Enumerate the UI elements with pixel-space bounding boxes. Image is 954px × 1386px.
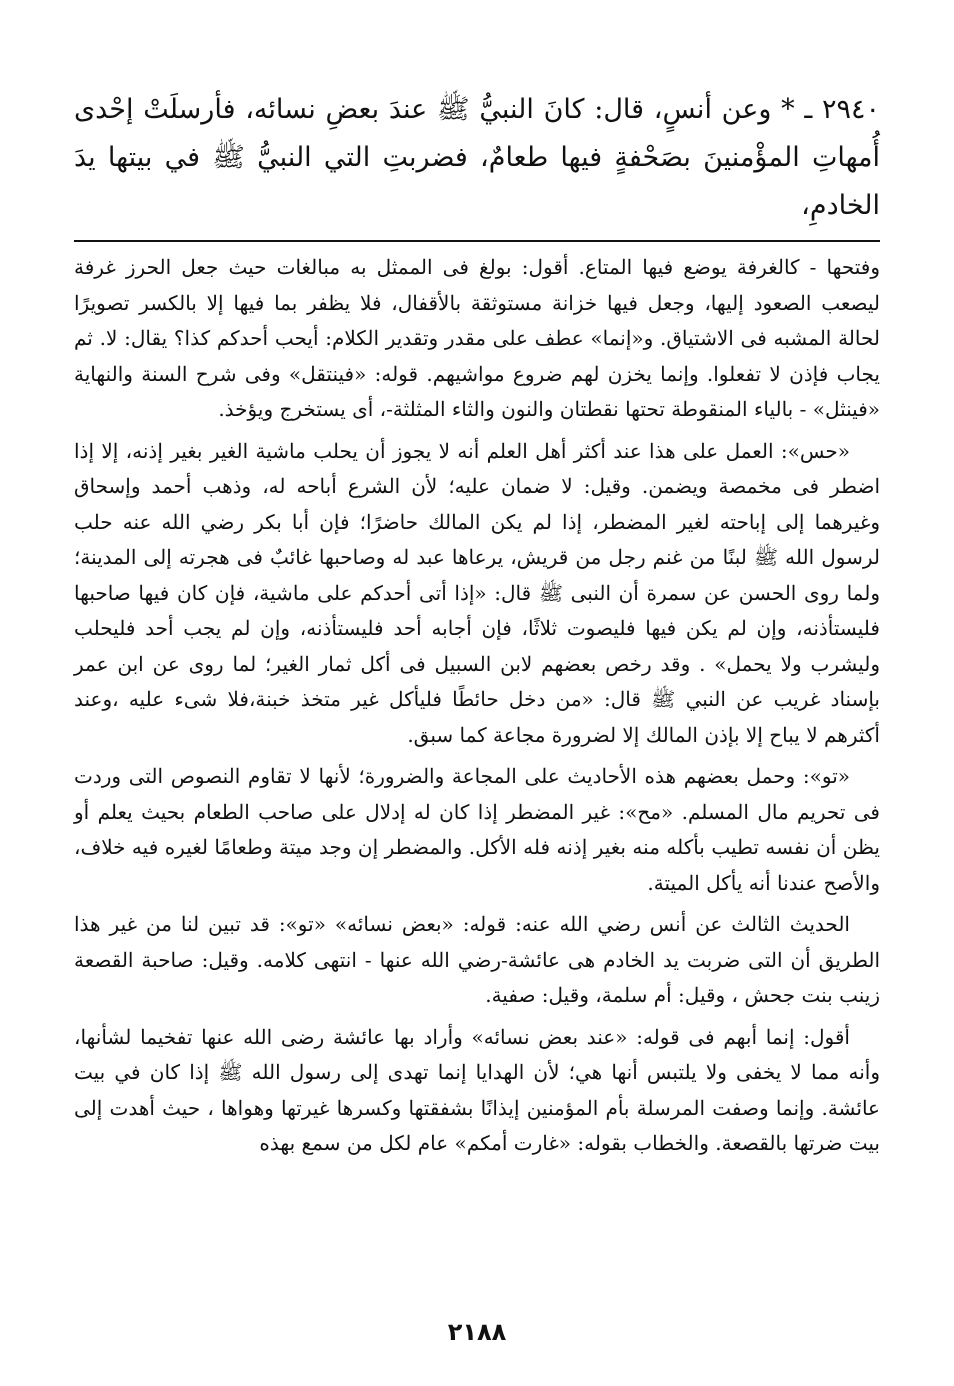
hadith-line-2: أُمهاتِ المؤْمنينَ بصَحْفةٍ فيها طعامٌ، فضربتِ التي النبيُّ ﷺ في بيتها يدَ الخادمِ، [74,142,880,221]
commentary [74,250,880,1162]
commentary-paragraph-3-text: «تو»: وحمل بعضهم هذه الأحاديث على المجاعة والضرورة؛ لأنها لا تقاوم النصوص التى وردت فى تحريم مال المسلم. «مح»: غير المضطر إذا كان له إدلال على صاحب الطعام بحيث يعلم أو يظن أن نفسه تطيب بأكله منه بغير إذنه فله الأكل. والمضطر إن وجد ميتة وطعامًا لغيره فيه خلاف، والأصح عندنا أنه يأكل الميتة. [74,764,880,895]
commentary-paragraph-5 [74,1020,880,1162]
page-body [74,86,880,1168]
commentary-paragraph-1 [74,250,880,428]
commentary-paragraph-2 [74,434,880,754]
hadith-line-1: ٢٩٤٠ ـ * وعن أنسٍ، قال: كانَ النبيُّ ﷺ عندَ بعضِ نسائه، فأرسلَتْ إحْدى [74,94,880,125]
separator-rule [74,240,880,242]
commentary-paragraph-1-text: وفتحها - كالغرفة يوضع فيها المتاع. أقول: بولغ فى الممثل به مبالغات حيث جعل الحرز غرفة ليصعب الصعود إليها، وجعل فيها خزانة مستوثقة بالأقفال، فلا يظفر بما فيها إلا بالكسر تصويرًا لحالة المشبه فى الاشتياق. و«إنما» عطف على مقدر وتقدير الكلام: أيحب أحدكم كذا؟ يقال: لا. ثم يجاب فإذن لا تفعلوا. وإنما يخزن لهم ضروع مواشيهم. قوله: «فينتقل» وفى شرح السنة والنهاية «فينثل» - بالياء المنقوطة تحتها نقطتان والنون والثاء المثلثة-، أى يستخرج ويؤخذ. [74,255,881,421]
commentary-paragraph-2-text: «حس»: العمل على هذا عند أكثر أهل العلم أنه لا يجوز أن يحلب ماشية الغير بغير إذنه، إلا إذا اضطر فى مخمصة ويضمن. وقيل: لا ضمان عليه؛ لأن الشرع أباحه له، وذهب أحمد وإسحاق وغيرهما إلى إباحته لغير المضطر، إذا لم يكن المالك حاضرًا؛ فإن أبا بكر رضي الله عنه حلب لرسول الله ﷺ لبنًا من غنم رجل من قريش، يرعاها عبد له وصاحبها غائبٌ فى هجرته إلى المدينة؛ ولما روى الحسن عن سمرة أن النبى ﷺ قال: «إذا أتى أحدكم على ماشية، فإن كان فيها صاحبها فليستأذنه، وإن لم يكن فيها فليصوت ثلاثًا، فإن أجابه أحد فليستأذنه، وإن لم يجب أحد فليحلب وليشرب ولا يحمل» . وقد رخص بعضهم لابن السبيل فى أكل ثمار الغير؛ لما روى عن ابن عمر بإسناد غريب عن النبي ﷺ قال: «من دخل حائطًا فليأكل غير متخذ خبنة،فلا شىء عليه ،وعند أكثرهم لا يباح إلا بإذن المالك إلا لضرورة مجاعة كما سبق. [74,438,880,747]
commentary-paragraph-3 [74,759,880,901]
page-number: ٢١٨٨ [447,1318,507,1346]
commentary-paragraph-4 [74,907,880,1014]
commentary-paragraph-4-text: الحديث الثالث عن أنس رضي الله عنه: قوله: «بعض نسائه» «تو»: قد تبين لنا من غير هذا الطريق أن التى ضربت يد الخادم هى عائشة-رضي الله عنها - انتهى كلامه. وقيل: صاحبة القصعة زينب بنت جحش ، وقيل: أم سلمة، وقيل: صفية. [74,912,880,1007]
commentary-paragraph-5-text: أقول: إنما أبهم فى قوله: «عند بعض نسائه» وأراد بها عائشة رضى الله عنها تفخيما لشأنها، وأنه مما لا يخفى ولا يلتبس أنها هي؛ لأن الهدايا إنما تهدى إلى رسول الله ﷺ إذا كان في بيت عائشة. وإنما وصفت المرسلة بأم المؤمنين إيذانًا بشفقتها وكسرها غيرتها وهواها ، حيث أهدت إلى بيت ضرتها بالقصعة. والخطاب بقوله: «غارت أمكم» عام لكل من سمع بهذه [74,1024,880,1155]
hadith-text [74,86,880,230]
